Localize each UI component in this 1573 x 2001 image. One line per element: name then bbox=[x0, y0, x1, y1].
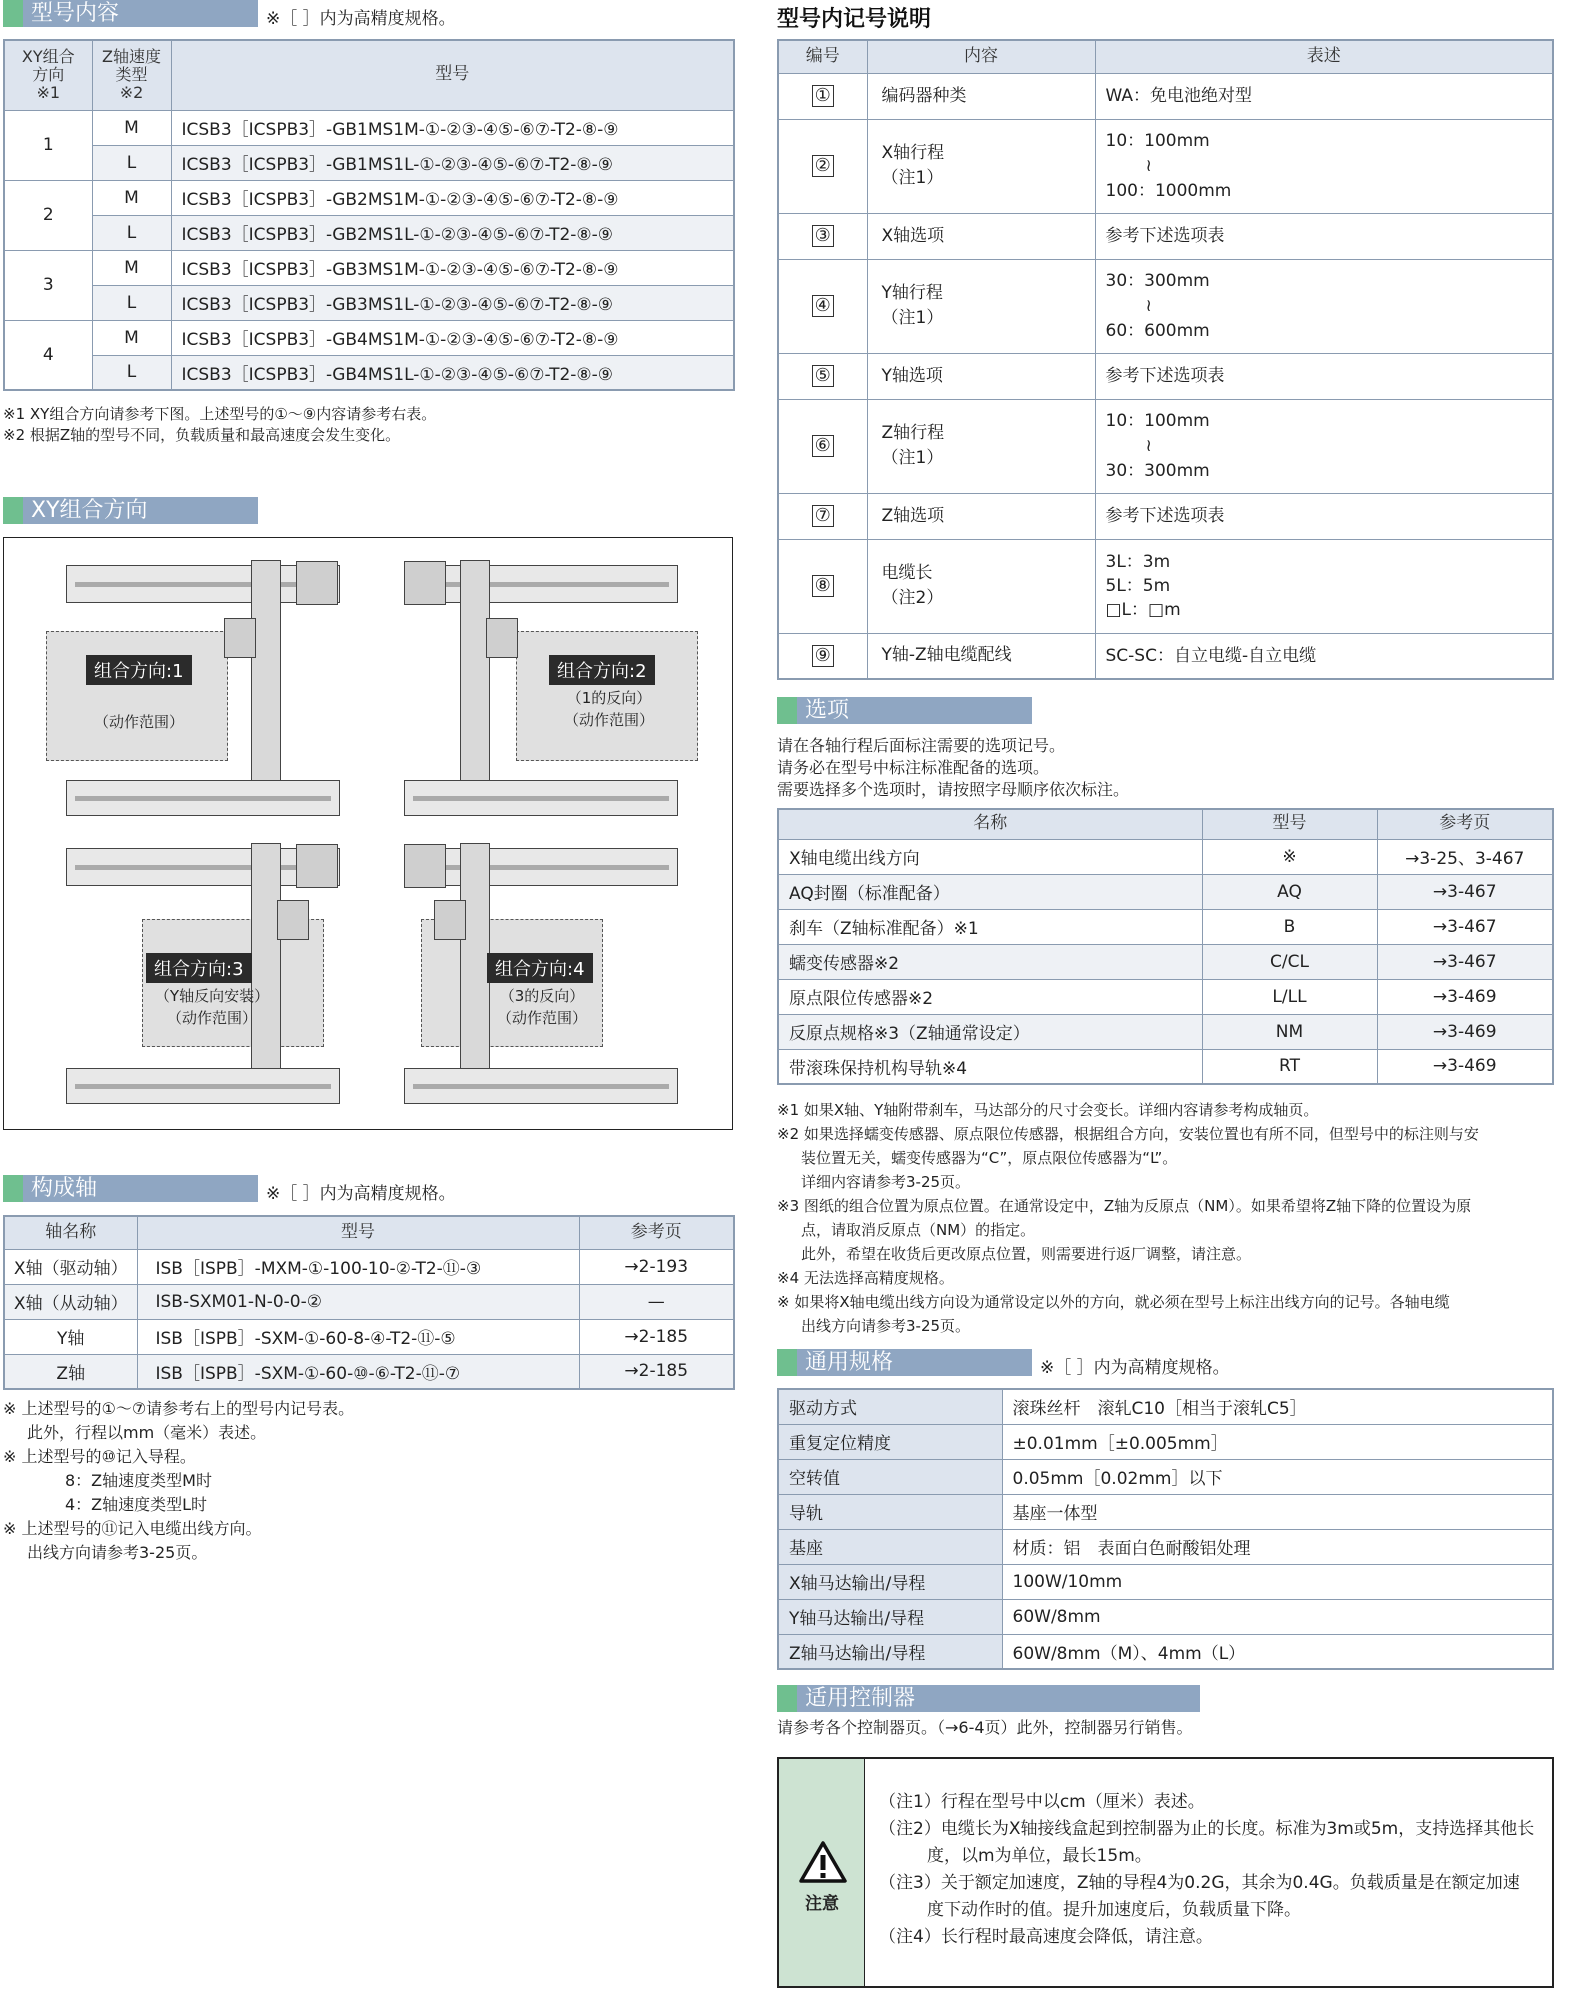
axis-name-cell: X轴（从动轴） bbox=[4, 1284, 137, 1319]
symbol-desc-cell bbox=[1095, 259, 1553, 353]
axes-footnote: ※ 上述型号的⑪记入电缆出线方向。 bbox=[3, 1519, 262, 1538]
option-page-cell: →3-467 bbox=[1377, 909, 1553, 944]
option-name-cell: 原点限位传感器※2 bbox=[778, 979, 1202, 1014]
symbol-item-cell: Z轴选项 bbox=[867, 493, 1095, 539]
symbol-item-cell: 编码器种类 bbox=[867, 73, 1095, 119]
spec-key-cell: 空转值 bbox=[778, 1459, 1002, 1494]
symbol-row bbox=[778, 539, 1553, 633]
axis-row bbox=[4, 1249, 734, 1284]
symbol-desc-line: 30：300mm bbox=[1105, 460, 1210, 481]
controller-text: 请参考各个控制器页。（→6-4页）此外，控制器另行销售。 bbox=[777, 1718, 1193, 1737]
model-row bbox=[4, 110, 734, 145]
x-axis-column bbox=[460, 843, 490, 1093]
spec-value-cell: 滚珠丝杆 滚轧C10［相当于滚轧C5］ bbox=[1002, 1389, 1553, 1424]
model-footnote: ※1 XY组合方向请参考下图。上述型号的①～⑨内容请参考右表。 bbox=[3, 405, 437, 423]
symbols-section-title: 型号内记号说明 bbox=[777, 7, 932, 32]
axis-page-cell: →2-193 bbox=[579, 1249, 734, 1284]
option-footnote: ※1 如果X轴、Y轴附带刹车，马达部分的尺寸会变长。详细内容请参考构成轴页。 bbox=[777, 1101, 1319, 1119]
options-intro-line: 请在各轴行程后面标注需要的选项记号。 bbox=[777, 736, 1066, 755]
symbol-desc-line: SC-SC：自立电缆-自立电缆 bbox=[1105, 645, 1317, 666]
direction-4-label: 组合方向:4 bbox=[487, 953, 593, 983]
symbol-number-cell bbox=[778, 73, 867, 119]
spec-key-cell: 基座 bbox=[778, 1529, 1002, 1564]
specs-note: ※［ ］内为高精度规格。 bbox=[1040, 1358, 1230, 1378]
spec-value-cell: 材质：铝 表面白色耐酸铝处理 bbox=[1002, 1529, 1553, 1564]
option-row bbox=[778, 1014, 1553, 1049]
symbol-row bbox=[778, 633, 1553, 679]
axes-footnote: 4：Z轴速度类型L时 bbox=[65, 1495, 208, 1514]
caution-note: （注1）行程在型号中以cm（厘米）表述。 bbox=[879, 1792, 1205, 1812]
axis-page-cell: — bbox=[579, 1284, 734, 1319]
option-row bbox=[778, 979, 1553, 1014]
x-axis-column bbox=[460, 560, 490, 810]
caution-notes bbox=[879, 1789, 1536, 1951]
spec-key-cell: Z轴马达输出/导程 bbox=[778, 1634, 1002, 1669]
option-page-cell: →3-467 bbox=[1377, 944, 1553, 979]
header-option-page: 参考页 bbox=[1377, 809, 1553, 839]
y-motor bbox=[404, 844, 446, 888]
option-footnote: ※3 图纸的组合位置为原点位置。在通常设定中，Z轴为反原点（NM）。如果希望将Z轴下降的位置设为原 bbox=[777, 1197, 1472, 1215]
spec-value-cell: 60W/8mm（M）、4mm（L） bbox=[1002, 1634, 1553, 1669]
model-code-cell: ICSB3［ICSPB3］-GB3MS1L-①-②③-④⑤-⑥⑦-T2-⑧-⑨ bbox=[171, 285, 734, 320]
spec-key-cell: 重复定位精度 bbox=[778, 1424, 1002, 1459]
option-name-cell: 带滚珠保持机构导轨※4 bbox=[778, 1049, 1202, 1084]
axis-row bbox=[4, 1319, 734, 1354]
axis-model-cell: ISB［ISPB］-SXM-①-60-⑩-⑥-T2-⑪-⑦ bbox=[137, 1354, 579, 1389]
symbol-desc-line: 参考下述选项表 bbox=[1105, 366, 1225, 386]
symbol-desc-line: 参考下述选项表 bbox=[1105, 226, 1225, 246]
z-axis-unit bbox=[224, 618, 256, 658]
xy-direction-cell: 2 bbox=[4, 180, 92, 250]
axes-footnote: 此外，行程以mm（毫米）表述。 bbox=[27, 1423, 267, 1442]
symbols-table bbox=[777, 39, 1554, 680]
axes-note: ※［ ］内为高精度规格。 bbox=[266, 1184, 456, 1204]
spec-row bbox=[778, 1599, 1553, 1634]
option-footnote: 出线方向请参考3-25页。 bbox=[801, 1317, 971, 1335]
z-axis-unit bbox=[277, 900, 309, 940]
direction-1-sub: （动作范围） bbox=[93, 713, 184, 731]
option-row bbox=[778, 944, 1553, 979]
option-footnote: 点，请取消反原点（NM）的指定。 bbox=[801, 1221, 1036, 1239]
axis-name-cell: Y轴 bbox=[4, 1319, 137, 1354]
symbol-item-cell: Y轴选项 bbox=[867, 353, 1095, 399]
xy-direction-cell: 3 bbox=[4, 250, 92, 320]
xy-direction-cell: 1 bbox=[4, 110, 92, 180]
spec-row bbox=[778, 1494, 1553, 1529]
z-speed-cell: M bbox=[92, 320, 171, 355]
symbol-row bbox=[778, 259, 1553, 353]
header-axis-page: 参考页 bbox=[579, 1216, 734, 1249]
symbol-number-cell bbox=[778, 259, 867, 353]
option-code-cell: B bbox=[1202, 909, 1377, 944]
symbol-number-badge: ⑤ bbox=[812, 365, 834, 387]
axis-page-cell: →2-185 bbox=[579, 1354, 734, 1389]
symbol-number-cell bbox=[778, 633, 867, 679]
warning-icon bbox=[799, 1841, 847, 1883]
model-code-cell: ICSB3［ICSPB3］-GB4MS1M-①-②③-④⑤-⑥⑦-T2-⑧-⑨ bbox=[171, 320, 734, 355]
spec-value-cell: 60W/8mm bbox=[1002, 1599, 1553, 1634]
direction-4-sub: （3的反向） （动作范围） bbox=[496, 987, 587, 1027]
symbol-desc-line: ≀ bbox=[1145, 295, 1152, 316]
option-name-cell: AQ封圈（标准配备） bbox=[778, 874, 1202, 909]
symbol-row bbox=[778, 73, 1553, 119]
symbol-desc-cell bbox=[1095, 633, 1553, 679]
option-footnote: ※ 如果将X轴电缆出线方向设为通常设定以外的方向，就必须在型号上标注出线方向的记号。各轴电缆 bbox=[777, 1293, 1450, 1311]
axis-row bbox=[4, 1284, 734, 1319]
axes-footnote: ※ 上述型号的⑩记入导程。 bbox=[3, 1447, 196, 1466]
spec-value-cell: 100W/10mm bbox=[1002, 1564, 1553, 1599]
model-row bbox=[4, 180, 734, 215]
model-footnotes bbox=[3, 404, 436, 446]
symbol-desc-line: ≀ bbox=[1145, 435, 1152, 456]
option-page-cell: →3-467 bbox=[1377, 874, 1553, 909]
z-speed-cell: L bbox=[92, 215, 171, 250]
model-footnote: ※2 根据Z轴的型号不同，负载质量和最高速度会发生变化。 bbox=[3, 426, 401, 444]
symbol-item-cell: Z轴行程 （注1） bbox=[867, 399, 1095, 493]
symbol-number-cell bbox=[778, 213, 867, 259]
option-footnote: ※4 无法选择高精度规格。 bbox=[777, 1269, 954, 1287]
header-option-code: 型号 bbox=[1202, 809, 1377, 839]
axis-model-cell: ISB［ISPB］-MXM-①-100-10-②-T2-⑪-③ bbox=[137, 1249, 579, 1284]
symbol-number-badge: ⑧ bbox=[812, 575, 834, 597]
option-code-cell: NM bbox=[1202, 1014, 1377, 1049]
axis-name-cell: Z轴 bbox=[4, 1354, 137, 1389]
caution-note: （注3）关于额定加速度，Z轴的导程4为0.2G，其余为0.4G。负载质量是在额定加速度下动作时的值。提升加速度后，负载质量下降。 bbox=[879, 1873, 1520, 1920]
xy-section-title: XY组合方向 bbox=[3, 497, 258, 524]
spec-key-cell: X轴马达输出/导程 bbox=[778, 1564, 1002, 1599]
model-code-cell: ICSB3［ICSPB3］-GB4MS1L-①-②③-④⑤-⑥⑦-T2-⑧-⑨ bbox=[171, 355, 734, 390]
model-table bbox=[3, 39, 735, 391]
axes-section-title: 构成轴 bbox=[3, 1175, 258, 1202]
symbol-number-badge: ④ bbox=[812, 295, 834, 317]
spec-key-cell: 驱动方式 bbox=[778, 1389, 1002, 1424]
option-code-cell: C/CL bbox=[1202, 944, 1377, 979]
header-symbol-no: 编号 bbox=[778, 40, 867, 73]
model-row bbox=[4, 320, 734, 355]
symbol-number-badge: ⑨ bbox=[812, 645, 834, 667]
symbol-desc-line: 30：300mm bbox=[1105, 270, 1210, 291]
option-footnote: 装位置无关，蠕变传感器为“C”，原点限位传感器为“L”。 bbox=[801, 1149, 1178, 1167]
symbol-desc-cell bbox=[1095, 399, 1553, 493]
option-code-cell: L/LL bbox=[1202, 979, 1377, 1014]
direction-3-sub: （Y轴反向安装） （动作范围） bbox=[154, 987, 270, 1027]
symbol-desc-line: 3L：3m bbox=[1105, 552, 1171, 572]
model-row bbox=[4, 285, 734, 320]
spec-value-cell: 0.05mm［0.02mm］以下 bbox=[1002, 1459, 1553, 1494]
option-row bbox=[778, 909, 1553, 944]
options-footnotes bbox=[777, 1098, 1567, 1338]
model-code-cell: ICSB3［ICSPB3］-GB1MS1M-①-②③-④⑤-⑥⑦-T2-⑧-⑨ bbox=[171, 110, 734, 145]
option-code-cell: ※ bbox=[1202, 839, 1377, 874]
model-note: ※［ ］内为高精度规格。 bbox=[266, 9, 456, 29]
symbol-desc-line: ≀ bbox=[1145, 155, 1152, 176]
symbol-desc-cell bbox=[1095, 73, 1553, 119]
symbol-item-cell: X轴行程 （注1） bbox=[867, 119, 1095, 213]
option-footnote: 此外，希望在收货后更改原点位置，则需要进行返厂调整，请注意。 bbox=[801, 1245, 1252, 1263]
model-code-cell: ICSB3［ICSPB3］-GB2MS1L-①-②③-④⑤-⑥⑦-T2-⑧-⑨ bbox=[171, 215, 734, 250]
symbol-number-badge: ① bbox=[812, 85, 834, 107]
model-row bbox=[4, 145, 734, 180]
model-code-cell: ICSB3［ICSPB3］-GB3MS1M-①-②③-④⑤-⑥⑦-T2-⑧-⑨ bbox=[171, 250, 734, 285]
axis-model-cell: ISB［ISPB］-SXM-①-60-8-④-T2-⑪-⑤ bbox=[137, 1319, 579, 1354]
options-section-title: 选项 bbox=[777, 697, 1032, 724]
option-footnote: ※2 如果选择蠕变传感器、原点限位传感器，根据组合方向，安装位置也有所不同，但型号中的标注则与安 bbox=[777, 1125, 1479, 1143]
option-name-cell: 刹车（Z轴标准配备）※1 bbox=[778, 909, 1202, 944]
symbol-item-cell: Y轴行程 （注1） bbox=[867, 259, 1095, 353]
caution-side bbox=[779, 1759, 865, 1986]
options-intro-line: 需要选择多个选项时，请按照字母顺序依次标注。 bbox=[777, 780, 1130, 799]
xy-direction-cell: 4 bbox=[4, 320, 92, 390]
y-motor bbox=[404, 561, 446, 605]
specs-section-title: 通用规格 bbox=[777, 1349, 1032, 1376]
x-axis-column bbox=[251, 843, 281, 1093]
spec-row bbox=[778, 1389, 1553, 1424]
symbol-desc-line: WA：免电池绝对型 bbox=[1105, 86, 1253, 106]
option-code-cell: RT bbox=[1202, 1049, 1377, 1084]
symbol-number-badge: ⑦ bbox=[812, 505, 834, 527]
symbol-row bbox=[778, 353, 1553, 399]
x-axis-rail bbox=[404, 780, 678, 816]
symbol-number-cell bbox=[778, 119, 867, 213]
spec-row bbox=[778, 1564, 1553, 1599]
option-row bbox=[778, 874, 1553, 909]
spec-value-cell: 基座一体型 bbox=[1002, 1494, 1553, 1529]
option-name-cell: 蠕变传感器※2 bbox=[778, 944, 1202, 979]
axis-page-cell: →2-185 bbox=[579, 1319, 734, 1354]
y-motor bbox=[296, 844, 338, 888]
symbol-number-badge: ⑥ bbox=[812, 435, 834, 457]
model-code-cell: ICSB3［ICSPB3］-GB2MS1M-①-②③-④⑤-⑥⑦-T2-⑧-⑨ bbox=[171, 180, 734, 215]
x-axis-rail bbox=[66, 780, 340, 816]
axes-footnote: 出线方向请参考3-25页。 bbox=[27, 1543, 208, 1562]
header-z-speed: Z轴速度 类型 ※2 bbox=[92, 40, 171, 110]
header-axis-model: 型号 bbox=[137, 1216, 579, 1249]
direction-2-sub: （1的反向） （动作范围） bbox=[563, 689, 654, 729]
option-page-cell: →3-469 bbox=[1377, 1014, 1553, 1049]
symbol-row bbox=[778, 399, 1553, 493]
axes-footnotes bbox=[3, 1397, 354, 1565]
symbol-row bbox=[778, 493, 1553, 539]
direction-2-label: 组合方向:2 bbox=[549, 655, 655, 685]
model-row bbox=[4, 250, 734, 285]
controller-section-title: 适用控制器 bbox=[777, 1685, 1200, 1712]
header-model: 型号 bbox=[171, 40, 734, 110]
spec-row bbox=[778, 1634, 1553, 1669]
spec-key-cell: 导轨 bbox=[778, 1494, 1002, 1529]
spec-row bbox=[778, 1424, 1553, 1459]
x-axis-rail bbox=[66, 1068, 340, 1104]
z-speed-cell: L bbox=[92, 145, 171, 180]
specs-table bbox=[777, 1388, 1554, 1670]
symbol-desc-cell bbox=[1095, 119, 1553, 213]
symbol-number-badge: ② bbox=[812, 155, 834, 177]
symbol-desc-line: 10：100mm bbox=[1105, 410, 1210, 431]
symbol-item-cell: Y轴-Z轴电缆配线 bbox=[867, 633, 1095, 679]
symbol-desc-line: 60：600mm bbox=[1105, 320, 1210, 341]
caution-box bbox=[777, 1757, 1554, 1988]
option-page-cell: →3-25、3-467 bbox=[1377, 839, 1553, 874]
z-speed-cell: M bbox=[92, 180, 171, 215]
option-page-cell: →3-469 bbox=[1377, 979, 1553, 1014]
symbol-desc-cell bbox=[1095, 353, 1553, 399]
z-speed-cell: M bbox=[92, 110, 171, 145]
y-motor bbox=[296, 561, 338, 605]
z-axis-unit bbox=[434, 900, 466, 940]
axes-footnote: 8：Z轴速度类型M时 bbox=[65, 1471, 212, 1490]
x-axis-rail bbox=[404, 1068, 678, 1104]
symbol-desc-line: 10：100mm bbox=[1105, 130, 1210, 151]
xy-direction-diagram bbox=[3, 537, 733, 1130]
model-code-cell: ICSB3［ICSPB3］-GB1MS1L-①-②③-④⑤-⑥⑦-T2-⑧-⑨ bbox=[171, 145, 734, 180]
z-speed-cell: L bbox=[92, 355, 171, 390]
spec-key-cell: Y轴马达输出/导程 bbox=[778, 1599, 1002, 1634]
symbol-number-cell bbox=[778, 493, 867, 539]
caution-note: （注2）电缆长为X轴接线盒起到控制器为止的长度。标准为3m或5m，支持选择其他长度，以m为单位，最长15m。 bbox=[879, 1819, 1535, 1866]
symbol-item-cell: 电缆长 （注2） bbox=[867, 539, 1095, 633]
direction-1-label: 组合方向:1 bbox=[86, 655, 192, 685]
option-row bbox=[778, 1049, 1553, 1084]
axes-table bbox=[3, 1215, 735, 1390]
options-table bbox=[777, 808, 1554, 1085]
option-name-cell: 反原点规格※3（Z轴通常设定） bbox=[778, 1014, 1202, 1049]
option-name-cell: X轴电缆出线方向 bbox=[778, 839, 1202, 874]
symbol-number-badge: ③ bbox=[812, 225, 834, 247]
caution-label: 注意 bbox=[805, 1894, 839, 1914]
axis-model-cell: ISB-SXM01-N-0-0-② bbox=[137, 1284, 579, 1319]
header-xy-direction: XY组合 方向 ※1 bbox=[4, 40, 92, 110]
header-symbol-desc: 表述 bbox=[1095, 40, 1553, 73]
axis-row bbox=[4, 1354, 734, 1389]
motion-range-1 bbox=[46, 631, 228, 761]
symbol-desc-line: 参考下述选项表 bbox=[1105, 506, 1225, 526]
options-intro-line: 请务必在型号中标注标准配备的选项。 bbox=[777, 758, 1050, 777]
option-page-cell: →3-469 bbox=[1377, 1049, 1553, 1084]
z-speed-cell: M bbox=[92, 250, 171, 285]
symbol-desc-line: 100：1000mm bbox=[1105, 180, 1232, 201]
symbol-desc-cell bbox=[1095, 493, 1553, 539]
header-axis-name: 轴名称 bbox=[4, 1216, 137, 1249]
model-row bbox=[4, 215, 734, 250]
symbol-row bbox=[778, 119, 1553, 213]
symbol-number-cell bbox=[778, 353, 867, 399]
spec-value-cell: ±0.01mm［±0.005mm］ bbox=[1002, 1424, 1553, 1459]
symbol-number-cell bbox=[778, 399, 867, 493]
option-code-cell: AQ bbox=[1202, 874, 1377, 909]
spec-row bbox=[778, 1459, 1553, 1494]
symbol-desc-cell bbox=[1095, 213, 1553, 259]
symbol-item-cell: X轴选项 bbox=[867, 213, 1095, 259]
header-option-name: 名称 bbox=[778, 809, 1202, 839]
symbol-number-cell bbox=[778, 539, 867, 633]
symbol-desc-cell bbox=[1095, 539, 1553, 633]
symbol-desc-line: 5L：5m bbox=[1105, 576, 1171, 596]
model-row bbox=[4, 355, 734, 390]
caution-note: （注4）长行程时最高速度会降低，请注意。 bbox=[879, 1927, 1213, 1947]
direction-3-label: 组合方向:3 bbox=[146, 953, 252, 983]
option-footnote: 详细内容请参考3-25页。 bbox=[801, 1173, 971, 1191]
z-speed-cell: L bbox=[92, 285, 171, 320]
symbol-row bbox=[778, 213, 1553, 259]
axis-name-cell: X轴（驱动轴） bbox=[4, 1249, 137, 1284]
header-symbol-item: 内容 bbox=[867, 40, 1095, 73]
symbol-desc-line: □L：□m bbox=[1105, 600, 1181, 620]
option-row bbox=[778, 839, 1553, 874]
options-intro bbox=[777, 735, 1129, 801]
x-axis-column bbox=[251, 560, 281, 810]
model-section-title: 型号内容 bbox=[3, 0, 258, 27]
spec-row bbox=[778, 1529, 1553, 1564]
z-axis-unit bbox=[486, 618, 518, 658]
axes-footnote: ※ 上述型号的①～⑦请参考右上的型号内记号表。 bbox=[3, 1399, 355, 1418]
